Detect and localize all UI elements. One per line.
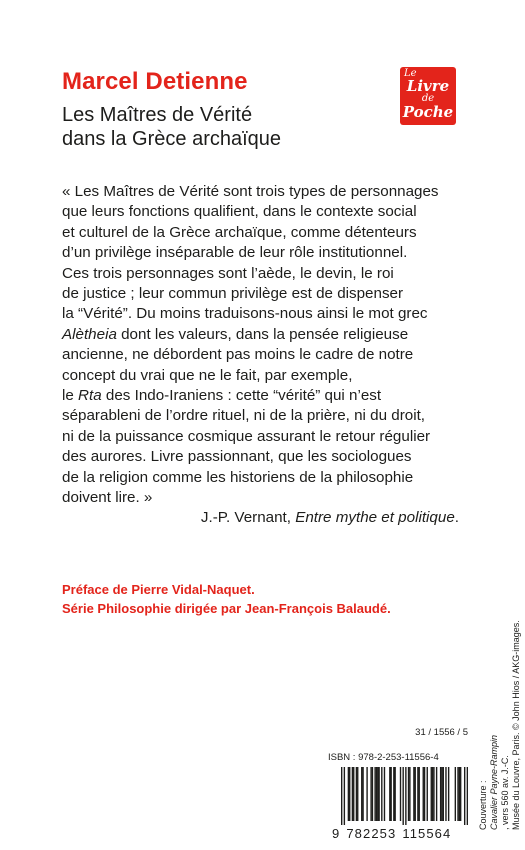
barcode-bar	[381, 767, 382, 821]
barcode-bar	[460, 767, 461, 821]
ean-digits	[332, 826, 477, 841]
barcode-bar	[389, 767, 390, 821]
author-name: Marcel Detienne	[62, 68, 248, 95]
barcode-bar	[443, 767, 444, 821]
barcode-bar	[362, 767, 363, 821]
blurb-line: de justice ; leur commun privilège est de dispenser	[62, 285, 404, 303]
preface-credit: Préface de Pierre Vidal-Naquet.	[62, 582, 255, 597]
barcode-bar	[467, 767, 468, 825]
barcode-bar	[390, 767, 391, 821]
blurb-line-rest: dont les valeurs, dans la pensée religieuse	[116, 325, 409, 343]
ean-right-group: 115564	[402, 826, 452, 841]
blurb-line: de la religion comme les historiens de la philosophie	[62, 468, 414, 486]
barcode-bar	[357, 767, 358, 821]
barcode-bar	[441, 767, 442, 821]
blurb-line: et culturel de la Grèce archaïque, comme détenteurs	[62, 223, 417, 241]
barcode-bar	[415, 767, 416, 821]
barcode-bar	[361, 767, 362, 821]
blurb-line: ni de la puissance cosmique assurant le retour régulier	[62, 427, 431, 445]
barcode-bar	[394, 767, 395, 821]
barcode-bar	[455, 767, 456, 821]
barcode-bar	[348, 767, 349, 821]
logo-text-poche: Poche	[402, 103, 454, 121]
edition-credits	[62, 580, 391, 618]
barcode-bar	[464, 767, 465, 825]
cover-credit-work: Cavalier Payne-Rampin	[489, 734, 499, 830]
cover-image-credit	[478, 620, 522, 830]
barcode-bar	[400, 767, 401, 821]
ean-left-group: 782253	[346, 826, 397, 841]
blurb-line: d’un privilège inséparable de leur rôle institutionnel.	[62, 244, 408, 262]
barcode-bar	[370, 767, 371, 821]
barcode-bar	[427, 767, 428, 821]
cover-credit-rest: , vers 560 av. J.-C.	[500, 755, 510, 830]
barcode-bar	[402, 767, 403, 825]
barcode-bar	[349, 767, 350, 821]
barcode-bar	[356, 767, 357, 821]
cover-credit-label: Couverture :	[478, 780, 488, 830]
barcode-bar	[440, 767, 441, 821]
blurb-line: Ces trois personnages sont l’aède, le devin, le roi	[62, 264, 394, 282]
barcode-bar	[374, 767, 375, 821]
barcode-bar	[366, 767, 367, 821]
logo-text-de: de	[421, 93, 435, 104]
blurb-line-pre: le	[62, 387, 79, 405]
barcode-bar	[448, 767, 449, 821]
barcode-bar	[393, 767, 394, 821]
blurb-italic-word: Alètheia	[62, 325, 117, 343]
attribution-name: J.-P. Vernant,	[200, 509, 296, 526]
barcode-bar	[372, 767, 373, 821]
blurb-line: ancienne, ne débordent pas moins le cadre de notre	[62, 346, 414, 364]
blurb-line-rest: des Indo-Iraniens : cette “vérité” qui n’est	[101, 387, 382, 405]
blurb-line	[62, 386, 472, 406]
ean-first-digit: 9	[332, 826, 341, 841]
barcode-bar	[344, 767, 345, 825]
barcode-bar	[378, 767, 379, 821]
logo-text-le: Le	[404, 68, 417, 79]
cover-credit-line	[478, 620, 511, 830]
barcode-bar	[408, 767, 409, 821]
barcode-bar	[433, 767, 434, 821]
blurb-line: séparableni de l’ordre rituel, ni de la prière, ni du droit,	[62, 407, 426, 425]
barcode-bar	[376, 767, 377, 821]
book-title	[62, 103, 281, 151]
barcode-bar	[384, 767, 385, 821]
barcode-bar	[419, 767, 420, 821]
barcode-bar	[457, 767, 458, 821]
quote-attribution	[201, 508, 459, 528]
barcode-bar	[341, 767, 342, 825]
barcode-bar	[417, 767, 418, 821]
barcode-bar	[459, 767, 460, 821]
isbn-number: ISBN : 978-2-253-11556-4	[328, 752, 439, 763]
barcode-bar	[405, 767, 406, 825]
back-cover-blurb	[62, 182, 472, 509]
logo-text-livre: Livre	[406, 77, 450, 95]
blurb-line: des aurores. Livre passionnant, que les sociologues	[62, 448, 412, 466]
blurb-line: « Les Maîtres de Vérité sont trois types de personnages	[62, 183, 439, 200]
barcode-bar	[377, 767, 378, 821]
blurb-line: concept du vrai que ne le fait, par exemple,	[62, 366, 353, 384]
barcode-bar	[432, 767, 433, 821]
attribution-end: .	[454, 509, 459, 526]
barcode-bar	[424, 767, 425, 821]
barcode-bar	[352, 767, 353, 821]
cover-credit-line: Musée du Louvre, Paris. © John Hios / AKG-images.	[511, 620, 521, 830]
series-credit: Série Philosophie dirigée par Jean-François Balaudé.	[62, 601, 391, 616]
barcode-bar	[431, 767, 432, 821]
barcode-bar	[413, 767, 414, 821]
attribution-work: Entre mythe et politique	[295, 509, 455, 526]
blurb-line: la “Vérité”. Du moins traduisons-nous ainsi le mot grec	[62, 305, 428, 323]
barcode-bar	[445, 767, 446, 821]
title-line: dans la Grèce archaïque	[62, 128, 282, 150]
barcode-bar	[436, 767, 437, 821]
ean-barcode	[341, 767, 468, 825]
title-line: Les Maîtres de Vérité	[62, 104, 253, 126]
barcode-bar	[409, 767, 410, 821]
catalog-code: 31 / 1556 / 5	[415, 727, 468, 738]
barcode-bar	[423, 767, 424, 821]
blurb-line	[62, 325, 472, 345]
livre-de-poche-logo	[400, 67, 456, 125]
blurb-line: doivent lire. »	[62, 489, 153, 507]
blurb-italic-word: Rta	[78, 387, 102, 405]
barcode-bar	[353, 767, 354, 821]
blurb-line: que leurs fonctions qualifient, dans le contexte social	[62, 203, 417, 221]
